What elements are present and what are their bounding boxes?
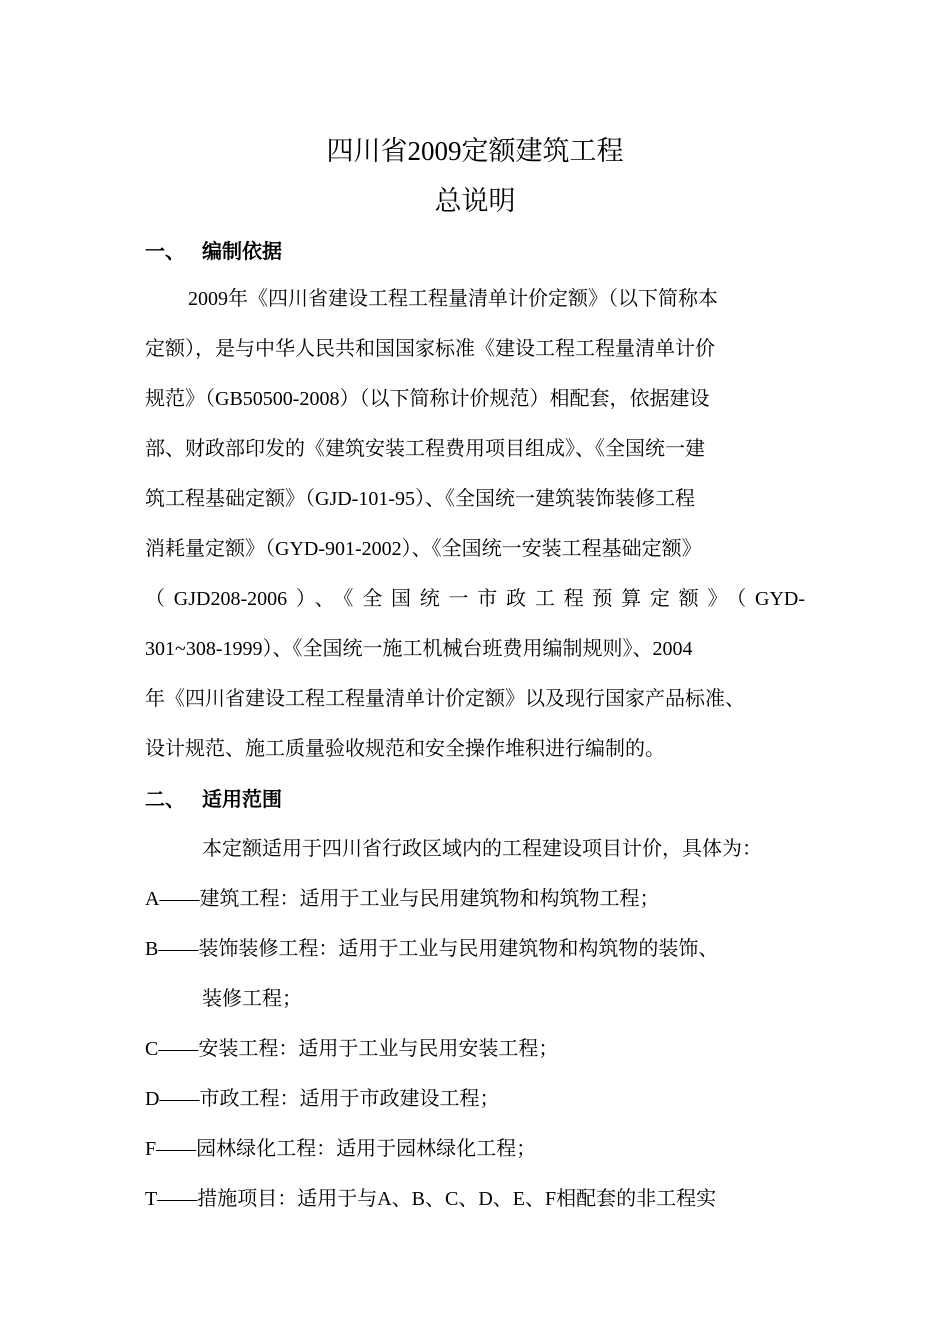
paragraph-line: 定额），是与中华人民共和国国家标准《建设工程工程量清单计价 <box>145 338 715 360</box>
paragraph-line: 部、财政部印发的《建筑安装工程费用项目组成》、《全国统一建 <box>145 438 705 460</box>
paragraph-line: （GJD208-2006）、《全国统一市政工程预算定额》（GYD- <box>145 588 805 610</box>
paragraph-line: 设计规范、施工质量验收规范和安全操作堆积进行编制的。 <box>145 738 665 760</box>
list-item: B——装饰装修工程：适用于工业与民用建筑物和构筑物的装饰、 <box>145 938 719 960</box>
section-title: 适用范围 <box>202 787 282 811</box>
section-heading-1 <box>145 236 282 266</box>
list-item: T——措施项目：适用于与A、B、C、D、E、F相配套的非工程实 <box>145 1188 717 1210</box>
paragraph-line: 年《四川省建设工程工程量清单计价定额》以及现行国家产品标准、 <box>145 688 745 710</box>
section-number: 二、 <box>145 787 185 811</box>
list-item: C——安装工程：适用于工业与民用安装工程； <box>145 1038 559 1060</box>
document-title: 四川省2009定额建筑工程 <box>326 136 624 166</box>
paragraph-line: 筑工程基础定额》（GJD-101-95）、《全国统一建筑装饰装修工程 <box>145 488 695 510</box>
list-item: D——市政工程：适用于市政建设工程； <box>145 1088 500 1110</box>
list-item-continuation: 装修工程； <box>202 988 302 1010</box>
section-heading-2 <box>145 784 282 814</box>
paragraph-line: 消耗量定额》（GYD-901-2002）、《全国统一安装工程基础定额》 <box>145 538 702 560</box>
paragraph-line: 301~308-1999）、《全国统一施工机械台班费用编制规则》、2004 <box>145 638 693 660</box>
section-title: 编制依据 <box>202 239 282 263</box>
list-item: F——园林绿化工程：适用于园林绿化工程； <box>145 1138 537 1160</box>
paragraph-line: 2009年《四川省建设工程工程量清单计价定额》（以下简称本 <box>188 288 718 310</box>
paragraph-line: 本定额适用于四川省行政区域内的工程建设项目计价，具体为： <box>202 838 762 860</box>
paragraph-line: 规范》（GB50500-2008）（以下简称计价规范）相配套，依据建设 <box>145 388 710 410</box>
list-item: A——建筑工程：适用于工业与民用建筑物和构筑物工程； <box>145 888 660 910</box>
section-number: 一、 <box>145 239 185 263</box>
document-subtitle: 总说明 <box>434 186 516 216</box>
